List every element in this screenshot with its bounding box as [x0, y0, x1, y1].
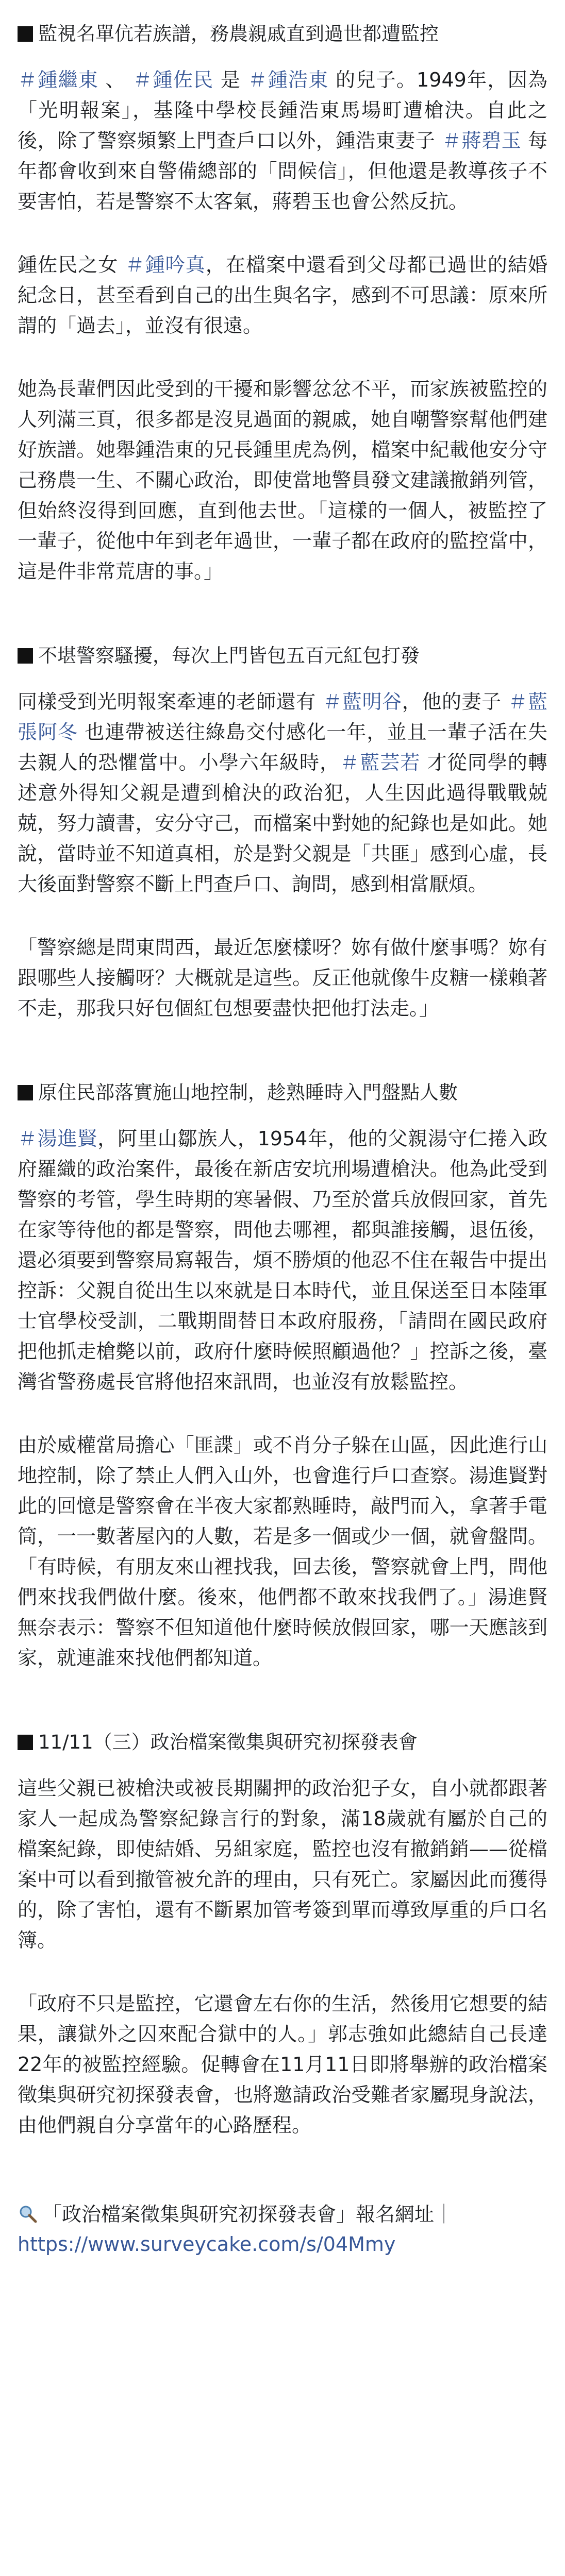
- paragraph: [18, 1430, 547, 1673]
- hashtag-link[interactable]: ＃鍾吟真: [125, 253, 206, 276]
- paragraph-text: 每年都會收到來自警備總部的「問候信」，但他還是教導孩子不要害怕，若是警察不太客氣，蔣碧玉也會公然反抗。: [18, 129, 547, 213]
- paragraph-text: 同樣受到光明報案牽連的老師還有: [18, 690, 323, 713]
- paragraph-text: ，他的妻子: [402, 690, 508, 713]
- paragraph: [18, 250, 547, 341]
- square-bullet-icon: [18, 26, 33, 42]
- square-bullet-icon: [18, 1735, 33, 1750]
- section-heading-text: 不堪警察騷擾，每次上門皆包五百元紅包打發: [38, 645, 420, 667]
- section-heading: [18, 640, 547, 671]
- signup-footer: [18, 2199, 547, 2259]
- paragraph: [18, 1124, 547, 1397]
- section-spacer: [18, 2174, 547, 2194]
- hashtag-link[interactable]: ＃鍾佐民: [132, 69, 214, 91]
- paragraph-text: 鍾佐民之女: [18, 253, 125, 276]
- paragraph-text: 她為長輩們因此受到的干擾和影響忿忿不平，而家族被監控的人列滿三頁，很多都是沒見過面的親戚，她自嘲警察幫他們建好族譜。她舉鍾浩東的兄長鍾里虎為例，檔案中紀載他安分守己務農一生、不關心政治，即使當地警員發文建議撤銷列管，但始終沒得到回應，直到他去世。「這樣的一個人，被監控了一輩子，從他中年到老年過世，一輩子都在政府的監控當中，這是件非常荒唐的事。」: [18, 378, 547, 583]
- paragraph-text: 「政府不只是監控，它還會左右你的生活，然後用它想要的結果，讓獄外之囚來配合獄中的人。」郭志強如此總結自己長達22年的被監控經驗。促轉會在11月11日即將舉辦的政治檔案徵集與研究初探發表會，也將邀請政治受難者家屬現身說法，由他們親自分享當年的心路歷程。: [18, 1992, 547, 2137]
- section-heading-text: 監視名單伉若族譜，務農親戚直到過世都遭監控: [38, 23, 439, 45]
- section-heading: [18, 19, 547, 49]
- section-heading-text: 11/11（三）政治檔案徵集與研究初探發表會: [38, 1731, 418, 1753]
- separator: ｜: [434, 2203, 454, 2226]
- signup-link[interactable]: https://www.surveycake.com/s/04Mmy: [18, 2233, 396, 2256]
- paragraph-text: ，阿里山鄒族人，1954年，他的父親湯守仁捲入政府羅織的政治案件，最後在新店安坑刑場遭槍決。他為此受到警察的考管，學生時期的寒暑假、乃至於當兵放假回家，首先在家等待他的都是警察，問他去哪裡，都與誰接觸，退伍後，還必須要到警察局寫報告，煩不勝煩的他忍不住在報告中提出控訴：父親自從出生以來就是日本時代，並且保送至日本陸軍士官學校受訓，二戰期間替日本政府服務，「請問在國民政府把他抓走槍斃以前，政府什麼時候照顧過他？」控訴之後，臺灣省警務處長官將他招來訊問，也並沒有放鬆監控。: [18, 1127, 547, 1393]
- section-spacer: [18, 1057, 547, 1077]
- magnifier-icon: [18, 2202, 38, 2223]
- section-spacer: [18, 620, 547, 640]
- square-bullet-icon: [18, 648, 33, 664]
- paragraph-text: 這些父親已被槍決或被長期關押的政治犯子女，自小就都跟著家人一起成為警察紀錄言行的對象，滿18歲就有屬於自己的檔案紀錄，即使結婚、另組家庭，監控也沒有撤銷銷——從檔案中可以看到撤管被允許的理由，只有死亡。家屬因此而獲得的，除了害怕，還有不斷累加管考簽到單而導致厚重的戶口名簿。: [18, 1777, 547, 1952]
- hashtag-link[interactable]: ＃鍾浩東: [247, 69, 329, 91]
- signup-label: 「政治檔案徵集與研究初探發表會」報名網址: [42, 2203, 435, 2226]
- paragraph: [18, 374, 547, 587]
- paragraph: [18, 687, 547, 900]
- section-heading-text: 原住民部落實施山地控制，趁熟睡時入門盤點人數: [38, 1081, 458, 1104]
- section-heading: [18, 1077, 547, 1108]
- paragraph-text: 才從同學的轉述意外得知父親是遭到槍決的政治犯，人生因此過得戰戰兢兢，努力讀書，安分守己，而檔案中對她的紀錄也是如此。她說，當時並不知道真相，於是對父親是「共匪」感到心虛，長大後面對警察不斷上門查戶口、詢問，感到相當厭煩。: [18, 751, 547, 895]
- paragraph: [18, 1773, 547, 1956]
- hashtag-link[interactable]: ＃鍾繼東: [18, 69, 99, 91]
- paragraph-text: 是: [213, 69, 248, 91]
- hashtag-link[interactable]: ＃湯進賢: [18, 1127, 98, 1150]
- hashtag-link[interactable]: ＃蔣碧玉: [441, 129, 522, 152]
- paragraph: [18, 65, 547, 217]
- section-spacer: [18, 1706, 547, 1727]
- paragraph: [18, 1989, 547, 2141]
- paragraph-text: 也連帶被送往綠島交付感化一年，並且一輩子活在失去親人的恐懼當中。小學六年級時，: [18, 721, 547, 774]
- paragraph-text: ，在檔案中還看到父母都已過世的結婚紀念日，甚至看到自己的出生與名字，感到不可思議：原來所謂的「過去」，並沒有很遠。: [18, 253, 547, 337]
- hashtag-link[interactable]: ＃藍芸若: [340, 751, 421, 774]
- hashtag-link[interactable]: ＃藍明谷: [322, 690, 402, 713]
- paragraph-text: 的兒子。1949年，因為「光明報案」，基隆中學校長鍾浩東馬場町遭槍決。自此之後，除了警察頻繁上門查戶口以外，鍾浩東妻子: [18, 69, 547, 152]
- paragraph-text: 「警察總是問東問西，最近怎麼樣呀？妳有做什麼事嗎？妳有跟哪些人接觸呀？大概就是這些。反正他就像牛皮糖一樣賴著不走，那我只好包個紅包想要盡快把他打法走。」: [18, 936, 547, 1020]
- square-bullet-icon: [18, 1085, 33, 1100]
- paragraph-text: 由於威權當局擔心「匪諜」或不肖分子躲在山區，因此進行山地控制，除了禁止人們入山外，也會進行戶口查察。湯進賢對此的回憶是警察會在半夜大家都熟睡時，敲門而入，拿著手電筒，一一數著屋內的人數，若是多一個或少一個，就會盤問。「有時候，有朋友來山裡找我，回去後，警察就會上門，問他們來找我們做什麼。後來，他們都不敢來找我們了。」湯進賢無奈表示：警察不但知道他什麼時候放假回家，哪一天應該到家，就連誰來找他們都知道。: [18, 1434, 547, 1669]
- hashtag-link[interactable]: ＃藍張阿冬: [18, 690, 547, 743]
- paragraph: [18, 933, 547, 1024]
- section-heading: [18, 1727, 547, 1758]
- paragraph-text: 、: [98, 69, 133, 91]
